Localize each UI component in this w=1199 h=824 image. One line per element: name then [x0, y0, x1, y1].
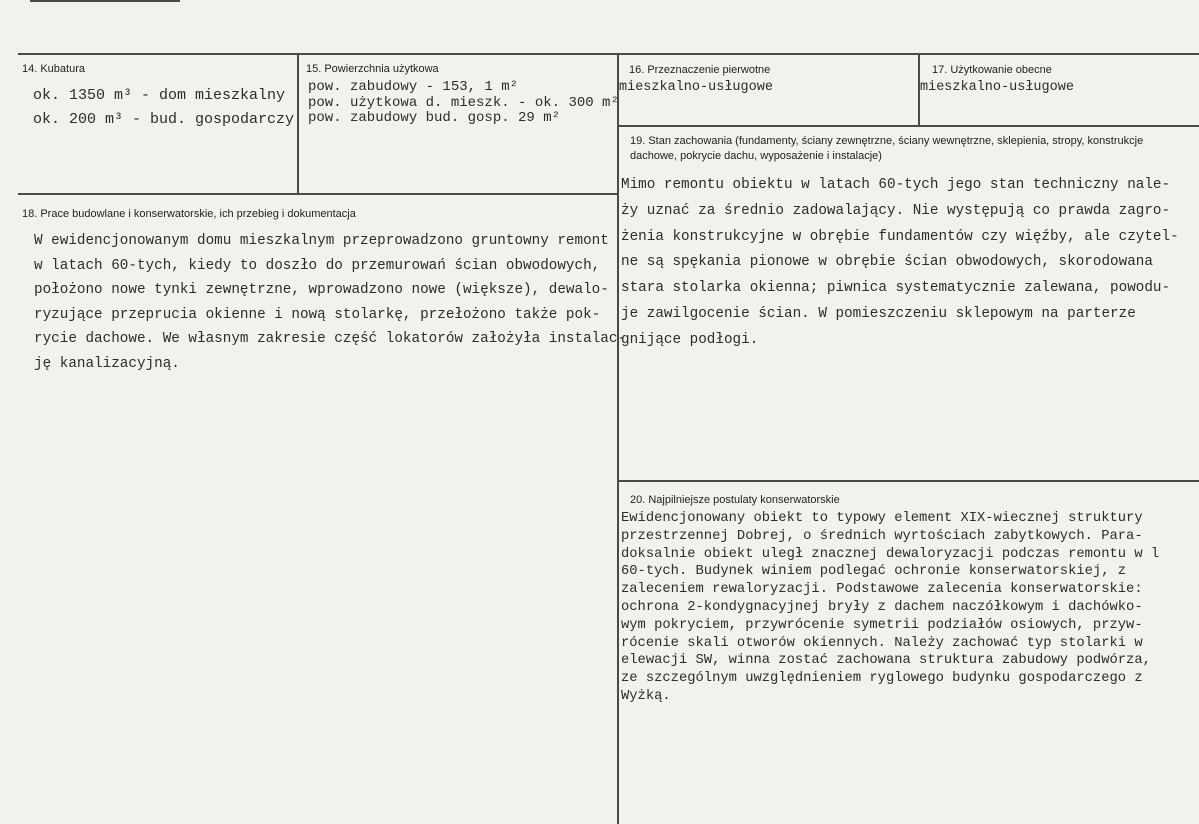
field-20-line: ochrona 2-kondygnacyjnej bryły z dachem naczółkowym i dachówko-: [621, 599, 1143, 615]
field-20-line: wym pokryciem, przywrócenie symetrii podziałów osiowych, przyw-: [621, 617, 1143, 633]
field-20-line: ze szczególnym uwzględnieniem ryglowego budynku gospodarczego z: [621, 671, 1143, 687]
field-19-line: ży uznać za średnio zadowalający. Nie występują co prawda zagro-: [621, 202, 1171, 219]
field-20-line: rócenie skali otworów okiennych. Należy zachować typ stolarki w: [621, 635, 1143, 651]
field-14-label: 14. Kubatura: [22, 63, 85, 75]
field-15-label: 15. Powierzchnia użytkowa: [306, 63, 439, 75]
divider-14-15: [297, 53, 299, 194]
field-19-line: Mimo remontu obiektu w latach 60-tych jego stan techniczny nale-: [621, 177, 1171, 193]
field-15-line: pow. użytkowa d. mieszk. - ok. 300 m²: [308, 94, 619, 111]
field-19-line: stara stolarka okienna; piwnica systematycznie zalewana, powodu-: [621, 280, 1171, 297]
field-18-line: ryzujące przeprucia okienne i nową stolarkę, przełożono także pok-: [34, 306, 601, 323]
field-20-line: doksalnie obiekt uległ znacznej dewaloryzacji podczas remontu w l: [621, 546, 1160, 562]
field-18-line: rycie dachowe. We własnym zakresie część lokatorów założyła instalac-: [34, 331, 626, 347]
row1-bottom-border-right: [618, 125, 1199, 127]
field-15-value: [308, 80, 619, 127]
field-19-line: je zawilgocenie ścian. W pomieszczeniu sklepowym na parterze: [621, 305, 1136, 322]
top-rule: [30, 0, 180, 2]
field-20-line: 60-tych. Budynek winiem podlegać ochronie konserwatorskiej, z: [621, 564, 1127, 580]
divider-left-right: [617, 53, 619, 824]
field-20-line: przestrzennej Dobrej, o średnich wyrtościach zabytkowych. Para-: [621, 528, 1143, 544]
field-14-line: ok. 1350 m³ - dom mieszkalny: [33, 87, 286, 104]
field-18-line: W ewidencjonowanym domu mieszkalnym przeprowadzono gruntowny remont: [34, 233, 609, 249]
field-14-value: [33, 84, 294, 132]
field-15-line: pow. zabudowy bud. gosp. 29 m²: [308, 110, 561, 126]
field-16-value: mieszkalno-usługowe: [619, 80, 773, 95]
field-19-value: [621, 173, 1179, 354]
field-18-line: ję kanalizacyjną.: [34, 355, 180, 372]
field-20-line: Wyżką.: [621, 688, 671, 704]
section19-bottom-border: [618, 480, 1199, 482]
field-16-label: 16. Przeznaczenie pierwotne: [629, 64, 771, 76]
field-20-line: elewacji SW, winna zostać zachowana struktura zabudowy podwórza,: [621, 653, 1151, 669]
field-19-line: ne są spękania pionowe w obrębie ścian obwodowych, skorodowana: [621, 254, 1153, 271]
field-15-line: pow. zabudowy - 153, 1 m²: [308, 79, 519, 95]
form-top-border: [18, 53, 1199, 55]
field-19-line: żenia konstrukcyjne w obrębie fundamentów czy więźby, ale czytel-: [621, 228, 1179, 245]
field-17-label: 17. Użytkowanie obecne: [932, 64, 1052, 76]
field-20-line: Ewidencjonowany obiekt to typowy element XIX-wiecznej struktury: [621, 511, 1143, 526]
field-17-value: mieszkalno-usługowe: [920, 80, 1074, 95]
field-18-value: [34, 229, 626, 376]
field-19-line: gnijące podłogi.: [621, 331, 759, 348]
field-18-label: 18. Prace budowlane i konserwatorskie, ich przebieg i dokumentacja: [22, 208, 356, 220]
field-20-line: zaleceniem rewaloryzacji. Podstawowe zalecenia konserwatorskie:: [621, 582, 1143, 598]
field-19-label: 19. Stan zachowania (fundamenty, ściany zewnętrzne, ściany wewnętrzne, sklepienia, stropy, konstrukcje dachowe, pokrycie dachu, wyposażenie i instalacje): [630, 135, 1144, 162]
field-20-value: [621, 510, 1159, 706]
row1-bottom-border-left: [18, 193, 618, 195]
field-14-line: ok. 200 m³ - bud. gospodarczy: [33, 111, 295, 128]
field-18-line: położono nowe tynki zewnętrzne, wprowadzono nowe (większe), dewalo-: [34, 282, 609, 298]
field-18-line: w latach 60-tych, kiedy to doszło do przemurowań ścian obwodowych,: [34, 257, 601, 274]
field-20-label: 20. Najpilniejsze postulaty konserwatorskie: [630, 494, 840, 506]
